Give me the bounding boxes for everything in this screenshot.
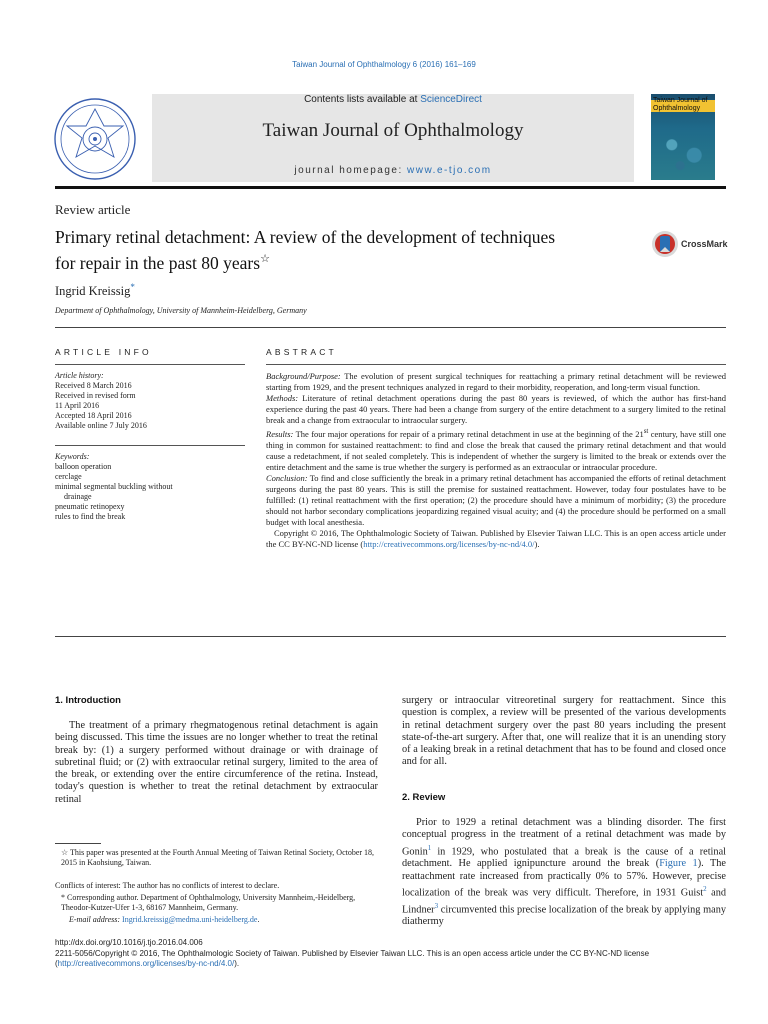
abstract-background: Background/Purpose: The evolution of present surgical techniques for reattaching a primary retinal detachment will be reviewed starting from 1929, and the present techniques analyzed in regard to their morbidity, reoperation, and long-term visual function.	[266, 371, 726, 392]
author-name-text: Ingrid Kreissig	[55, 284, 131, 299]
affiliation-divider	[55, 327, 726, 328]
header-divider	[55, 186, 726, 189]
cover-title: Taiwan Journal of Ophthalmology	[653, 97, 708, 112]
contents-line	[152, 94, 634, 105]
abstract-divider	[266, 364, 726, 365]
crossmark-icon	[651, 228, 679, 262]
history-item: Available online 7 July 2016	[55, 421, 147, 430]
doi-link[interactable]: http://dx.doi.org/10.1016/j.tjo.2016.04.006	[55, 938, 203, 947]
review-paragraph: Prior to 1929 a retinal detachment was a blinding disorder. The first conceptual progress in the treatment of a retinal detachment was made by Gonin$^1$ in 1929, who postulated that a break is the cause of a retinal detachment. He applied ignipuncture around the break (Figure 1). The reattachment rate increased from practically 0% to 57%. However, precise localization of the break was very difficult. Therefore, in 1931 Guist$^2$ and Lindner$^3$ circumvented this precise localization of the break by applying many diathermy	[402, 817, 727, 928]
abstract-methods: Methods: Literature of retinal detachment operations during the past 80 years is reviewed, of which the author has first-hand experience during the past 40 years. There had been a change from surgery of the entire detachment to a surgery limited to the retinal break and a change from extraocular to intraocular surgery.	[266, 393, 726, 425]
abstract-conclusion: Conclusion: To find and close sufficiently the break in a primary retinal detachment has accompanied the efforts of retinal detachment surgeons during the past 80 years. This is still the premise for sustained reattachment. However, today four postulates have to be fulfilled: (1) retinal reattachment with the first operation; (2) the procedure should have a minimum of morbidity; (3) the procedure should not harbor secondary complications jeopardizing regained visual acuity; and (4) the procedure should be performed on a small budget with local anesthesia.	[266, 472, 726, 527]
abstract-results: Results: The four major operations for repair of a primary retinal detachment in use at the beginning of the 21st century, have still one thing in common for sustained reattachment: to find and close the break that caused the primary retinal detachment and that would cause a redetachment, if not sealed completely. This is independent of whether the surgery is limited to the break or extends over the entire detachment and the same is true whether the surgery is performed as an extraocular or intraocular procedure.	[266, 427, 726, 472]
society-seal-logo	[52, 96, 138, 182]
keyword: pneumatic retinopexy	[55, 502, 125, 511]
history-item: Received in revised form	[55, 391, 136, 400]
introduction-continued: surgery or intraocular vitreoretinal surgery for reattachment. Since this question is complex, a review will be presented of the various developments in retinal detachment surgery over the past 80 years including the present state-of-the-art surgery. After that, one will realize that it is an unending story of a leaking break in a retinal detachment that has to be found and closed once and for all.	[402, 695, 726, 768]
article-type: Review article	[55, 202, 131, 217]
journal-title: Taiwan Journal of Ophthalmology	[262, 120, 524, 141]
sciencedirect-link[interactable]: ScienceDirect	[420, 94, 482, 105]
journal-cover-image	[651, 94, 715, 180]
issn-copyright: 2211-5056/Copyright © 2016, The Ophthalmologic Society of Taiwan. Published by Elsevier Taiwan LLC. This is an open access article under the CC BY-NC-ND license (http://creativecommons.org/licenses/by-nc-nd/4.0/).	[55, 949, 650, 968]
section-heading-review: 2. Review	[402, 792, 446, 803]
keyword: minimal segmental buckling without	[55, 482, 173, 491]
abstract-body	[266, 371, 726, 550]
history-item: 11 April 2016	[55, 401, 100, 410]
keyword: cerclage	[55, 472, 82, 481]
keyword: rules to find the break	[55, 512, 126, 521]
section-heading-introduction: 1. Introduction	[55, 695, 121, 706]
footnote-email: E-mail address: Ingrid.kreissig@medma.uni-heidelberg.de.	[69, 915, 260, 924]
history-item: Accepted 18 April 2016	[55, 411, 132, 420]
keywords-label: Keywords:	[55, 452, 90, 461]
crossmark-label: CrossMark	[681, 239, 728, 249]
contents-prefix: Contents lists available at	[304, 94, 421, 105]
email-link[interactable]: Ingrid.kreissig@medma.uni-heidelberg.de	[122, 915, 258, 924]
abstract-copyright: Copyright © 2016, The Ophthalmologic Society of Taiwan. Published by Elsevier Taiwan LLC. This is an open access article under the CC BY-NC-ND license (http://creativecommons.org/licenses/by-nc-nd/4.0/).	[266, 527, 726, 549]
author-name	[55, 282, 135, 299]
figure-1-link[interactable]: Figure 1	[659, 858, 698, 870]
footnote-conflicts: Conflicts of interest: The author has no conflicts of interest to declare.	[55, 881, 280, 890]
history-label: Article history:	[55, 371, 104, 380]
crossmark-badge[interactable]	[651, 228, 731, 262]
affiliation: Department of Ophthalmology, University of Mannheim-Heidelberg, Germany	[55, 306, 307, 315]
article-title-text: Primary retinal detachment: A review of the development of techniques for repair in the past 80 years	[55, 227, 556, 273]
keyword: balloon operation	[55, 462, 112, 471]
title-footnote-mark[interactable]: ☆	[260, 253, 270, 265]
introduction-paragraph: The treatment of a primary rhegmatogenous retinal detachment is again being discussed. This time the issues are no longer whether to treat the retinal break by: (1) a surgery performed without drainage or with drainage of subretinal fluid; or (2) with extraocular retinal surgery, limited to the area of the break, or extending over the entire circumference of the retina. Instead, today's question is whether to treat the retinal detachment by extraocular retinal	[55, 720, 378, 805]
bottom-license-link[interactable]: http://creativecommons.org/licenses/by-nc-nd/4.0/	[57, 959, 235, 968]
abstract-bottom-divider	[55, 636, 726, 637]
reference-1[interactable]: 1	[427, 843, 432, 852]
article-info-divider	[55, 364, 245, 365]
article-title	[55, 226, 575, 274]
keywords	[55, 452, 250, 522]
article-history	[55, 371, 250, 431]
cover-artwork	[655, 124, 711, 176]
homepage-link[interactable]: www.e-tjo.com	[407, 165, 492, 176]
journal-citation[interactable]: Taiwan Journal of Ophthalmology 6 (2016) 161–169	[292, 60, 476, 69]
keywords-divider	[55, 445, 245, 446]
footnote-divider	[55, 843, 101, 844]
journal-homepage	[152, 165, 634, 176]
footnote-corresponding: * Corresponding author. Department of Ophthalmology, University Mannheim,-Heidelberg, Theodor-Kutzer-Ufer 1-3, 68167 Mannheim, Germany.	[61, 893, 356, 912]
abstract-heading: ABSTRACT	[266, 347, 337, 357]
history-item: Received 8 March 2016	[55, 381, 132, 390]
article-info-heading: ARTICLE INFO	[55, 347, 152, 357]
footnote-presentation: ☆ This paper was presented at the Fourth Annual Meeting of Taiwan Retinal Society, October 18, 2015 in Kaohsiung, Taiwan.	[61, 848, 375, 867]
reference-3[interactable]: 3	[434, 901, 439, 910]
reference-2[interactable]: 2	[703, 884, 707, 893]
author-mark[interactable]: *	[130, 282, 135, 292]
homepage-prefix: journal homepage:	[294, 165, 408, 176]
keyword: drainage	[64, 492, 92, 501]
license-link[interactable]: http://creativecommons.org/licenses/by-nc-nd/4.0/	[363, 538, 535, 549]
